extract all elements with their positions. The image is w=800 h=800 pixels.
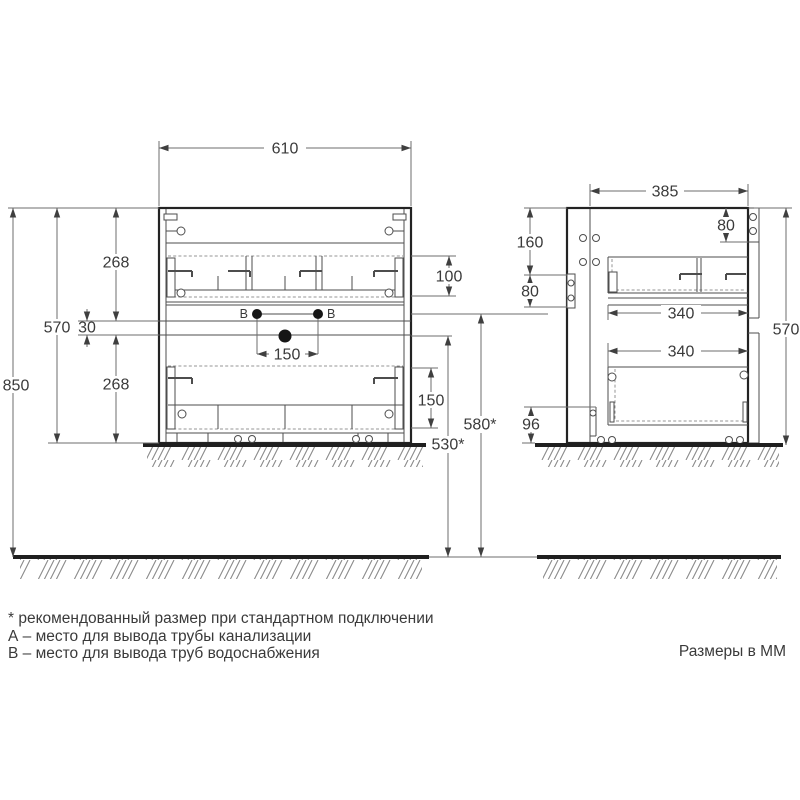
point-b-left-marker <box>252 309 262 319</box>
front-top-rail-details <box>164 214 406 243</box>
dim-side-hanger-height-label: 80 <box>521 283 539 301</box>
dim-side-top-rail-label: 80 <box>717 217 735 235</box>
dim-front-gap-label: 30 <box>78 319 96 337</box>
dim-front-width <box>159 140 411 206</box>
note-legend-a: А – место для вывода трубы канализации <box>8 628 312 645</box>
front-bottom-drawer-details <box>166 366 404 443</box>
side-floor-hatch <box>543 559 777 579</box>
dim-front-top-drawer-inner <box>411 256 466 296</box>
dim-front-top-drawer-label: 268 <box>102 254 130 272</box>
support-lines <box>13 443 783 579</box>
side-top-drawer-details <box>608 257 748 305</box>
dim-supply-height <box>458 314 502 557</box>
side-front-fascia <box>748 208 759 443</box>
dim-front-height-label: 570 <box>43 319 71 337</box>
dim-front-mount-height <box>0 208 159 557</box>
dim-side-drawer-depth-bottom <box>608 343 748 367</box>
dim-supply-spacing <box>257 346 318 364</box>
dim-front-mount-height-label: 850 <box>2 377 30 395</box>
dim-front-bottom-drawer-inner-label: 150 <box>417 392 445 410</box>
note-recommended: * рекомендованный размер при стандартном подключении <box>8 610 434 627</box>
dim-drain-height-label: 530* <box>431 436 465 454</box>
front-floor-hatch <box>20 559 422 579</box>
notes-block <box>8 610 786 662</box>
front-top-drawer-details <box>166 256 404 305</box>
note-legend-b: В – место для вывода труб водоснабжения <box>8 645 320 662</box>
dim-side-hanger-offset-label: 160 <box>516 234 544 252</box>
side-base-hatch <box>539 447 779 467</box>
point-a-drain-marker <box>279 330 292 343</box>
dim-side-depth-label: 385 <box>651 183 679 201</box>
dim-supply-height-label: 580* <box>463 416 497 434</box>
side-cabinet-outline <box>567 208 748 443</box>
side-view <box>567 208 759 444</box>
dim-side-hanger-offset <box>513 208 567 275</box>
dim-drain-height <box>426 336 470 557</box>
dim-front-height <box>42 208 159 443</box>
dim-front-width-label: 610 <box>271 140 299 158</box>
point-b-right-marker <box>313 309 323 319</box>
dim-side-hanger-height <box>516 275 567 307</box>
front-base-hatch <box>147 447 423 467</box>
point-b-left-label: B <box>239 307 248 321</box>
dim-side-drawer-depth-bottom-label: 340 <box>667 343 695 361</box>
side-wall-hanger-bracket <box>567 274 575 308</box>
dim-front-top-drawer-inner-label: 100 <box>435 268 463 286</box>
dim-front-bottom-drawer <box>101 335 132 443</box>
dim-side-drawer-depth-top <box>608 305 748 323</box>
front-view <box>159 208 548 443</box>
dim-front-bottom-drawer-label: 268 <box>102 376 130 394</box>
dim-side-top-rail <box>712 208 748 242</box>
note-units: Размеры в ММ <box>678 643 786 660</box>
dim-front-bottom-drawer-inner <box>411 368 448 428</box>
dim-front-top-drawer <box>101 208 132 321</box>
side-bottom-drawer-details <box>608 367 748 425</box>
dim-supply-spacing-label: 150 <box>273 346 301 364</box>
point-b-right-label: B <box>327 307 336 321</box>
dim-side-height-label: 570 <box>772 321 800 339</box>
dim-side-drawer-depth-top-label: 340 <box>667 305 695 323</box>
dim-side-back-clearance-label: 96 <box>522 416 540 434</box>
dim-side-depth <box>590 183 748 206</box>
dim-side-height <box>754 208 800 445</box>
dim-front-gap <box>78 309 159 347</box>
dim-side-back-clearance <box>517 407 596 443</box>
